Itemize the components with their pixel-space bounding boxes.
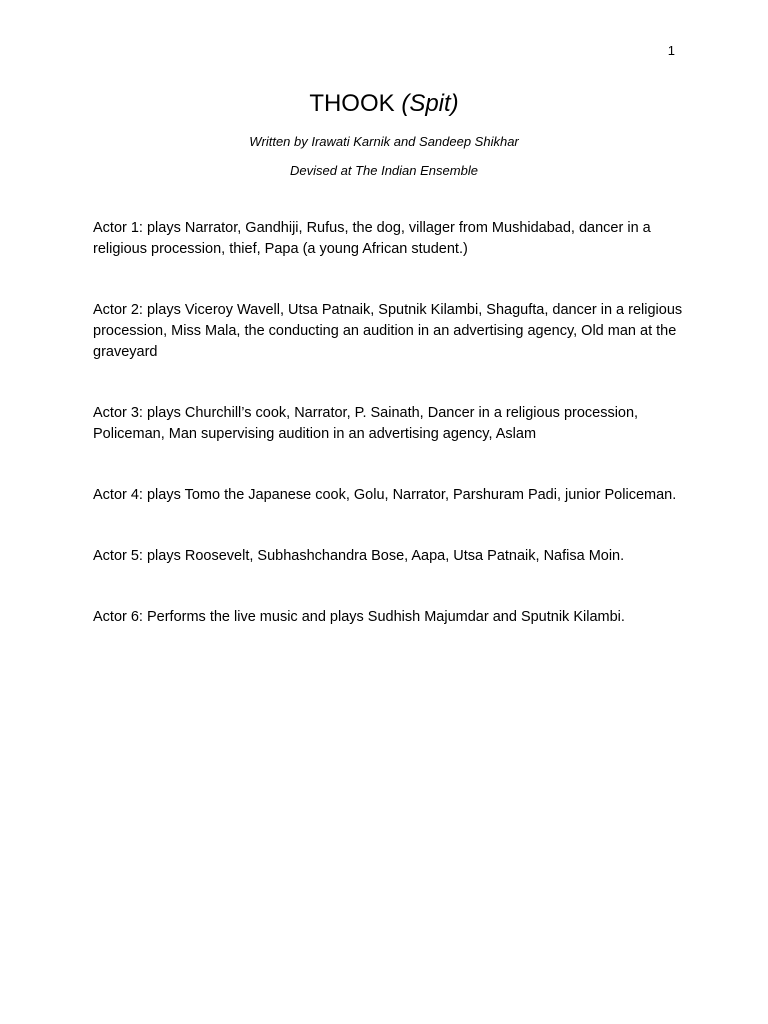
play-title bbox=[0, 88, 768, 120]
devised-note: Devised at The Indian Ensemble bbox=[290, 163, 478, 178]
cast-entry-actor-6: Actor 6: Performs the live music and plays Sudhish Majumdar and Sputnik Kilambi. bbox=[93, 609, 625, 625]
page-number: 1 bbox=[667, 43, 675, 58]
cast-entry-actor-3: Actor 3: plays Churchill’s cook, Narrator, P. Sainath, Dancer in a religious procession, Policeman, Man supervising audition in an advertising agency, Aslam bbox=[93, 405, 639, 442]
cast-entry-actor-4: Actor 4: plays Tomo the Japanese cook, Golu, Narrator, Parshuram Padi, junior Policeman. bbox=[93, 487, 677, 503]
play-title-subtitle: (Spit) bbox=[401, 90, 459, 117]
cast-entry-actor-5: Actor 5: plays Roosevelt, Subhashchandra Bose, Aapa, Utsa Patnaik, Nafisa Moin. bbox=[93, 548, 625, 564]
play-title-main: THOOK bbox=[309, 90, 395, 117]
cast-entry-actor-1: Actor 1: plays Narrator, Gandhiji, Rufus, the dog, villager from Mushidabad, dancer in a religious procession, thief, Papa (a young African student.) bbox=[93, 220, 651, 257]
cast-entry-actor-2: Actor 2: plays Viceroy Wavell, Utsa Patnaik, Sputnik Kilambi, Shagufta, dancer in a religious procession, Miss Mala, the conducting an audition in an advertising agency, Old man at the graveyard bbox=[93, 302, 683, 360]
author-byline: Written by Irawati Karnik and Sandeep Shikhar bbox=[249, 134, 519, 149]
cast-list bbox=[93, 218, 683, 668]
